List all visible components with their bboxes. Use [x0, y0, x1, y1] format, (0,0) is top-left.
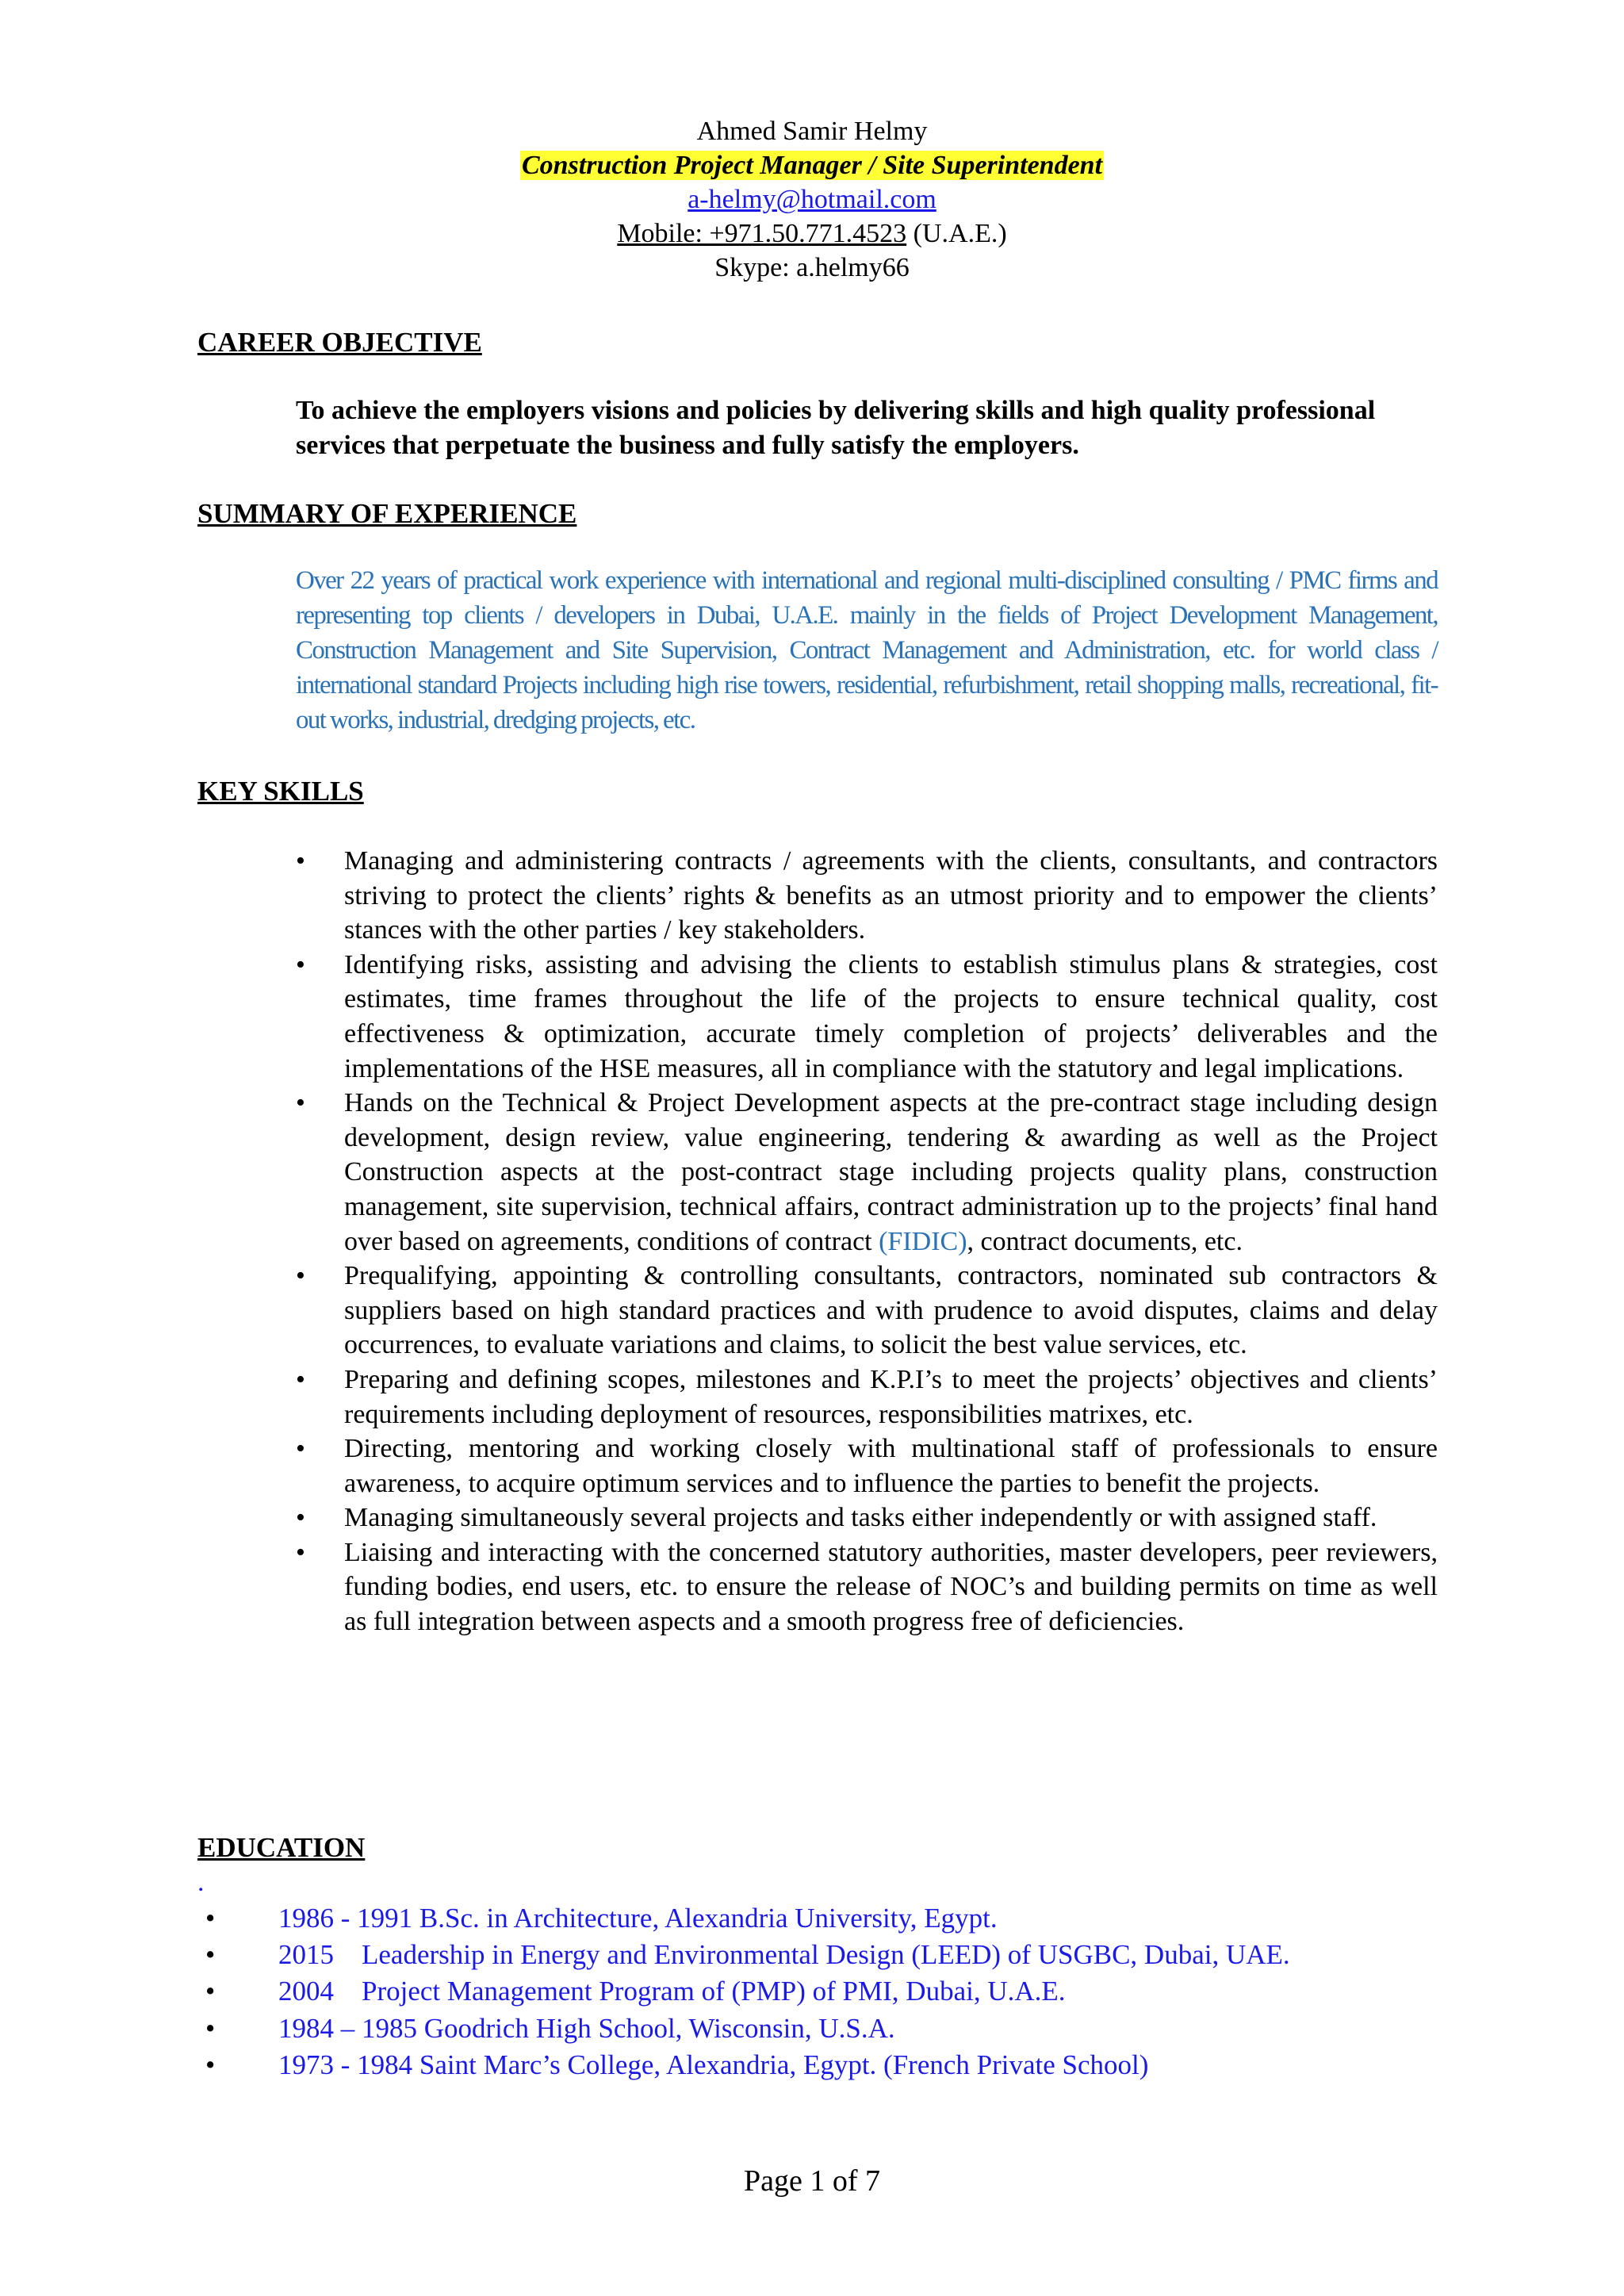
list-item: • 1984 – 1985 Goodrich High School, Wisconsin, U.S.A. — [197, 2010, 1466, 2047]
resume-header — [0, 114, 1624, 285]
bullet-icon: • — [296, 1537, 305, 1567]
education-dot: . — [197, 1868, 205, 1897]
list-item: • 2015 Leadership in Energy and Environmental Design (LEED) of USGBC, Dubai, UAE. — [197, 1937, 1466, 1973]
list-item: • Preparing and defining scopes, milestones and K.P.I’s to meet the projects’ objectives and clients’ requirements including deployment of resources, responsibilities matrixes, etc. — [296, 1363, 1438, 1432]
mobile-country: (U.A.E.) — [906, 219, 1007, 248]
bullet-icon: • — [296, 1261, 305, 1291]
list-item: • Identifying risks, assisting and advising the clients to establish stimulus plans & strategies, cost estimates, time frames throughout the life of the projects to ensure technical quality, cost effectiveness & optimization, accurate timely completion of projects’ deliverables and the implementations of the HSE measures, all in compliance with the statutory and legal implications. — [296, 948, 1438, 1086]
candidate-name: Ahmed Samir Helmy — [696, 117, 928, 146]
section-heading-career-objective: CAREER OBJECTIVE — [197, 327, 482, 358]
bullet-icon: • — [205, 1903, 216, 1934]
skype-id: Skype: a.helmy66 — [714, 253, 910, 282]
bullet-icon: • — [296, 1503, 305, 1533]
list-item: • 2004 Project Management Program of (PMP) of PMI, Dubai, U.A.E. — [197, 1973, 1466, 2010]
bullet-icon: • — [296, 1088, 305, 1118]
bullet-icon: • — [205, 2049, 216, 2080]
list-item: • Directing, mentoring and working closely with multinational staff of professionals to ensure awareness, to acquire optimum services and to influence the parties to benefit the projects. — [296, 1432, 1438, 1501]
bullet-icon: • — [296, 846, 305, 876]
page-number: Page 1 of 7 — [743, 2164, 881, 2198]
mobile-number[interactable]: Mobile: +971.50.771.4523 — [617, 219, 907, 248]
job-title: Construction Project Manager / Site Superintendent — [521, 151, 1103, 180]
section-heading-education: EDUCATION — [197, 1832, 366, 1863]
section-heading-key-skills: KEY SKILLS — [197, 776, 364, 807]
key-skills-list — [296, 844, 1438, 1639]
email-link[interactable]: a-helmy@hotmail.com — [688, 185, 936, 214]
bullet-icon: • — [205, 1976, 216, 2007]
list-item: • Prequalifying, appointing & controlling consultants, contractors, nominated sub contractors & suppliers based on high standard practices and with prudence to avoid disputes, claims and delay occurrences, to evaluate variations and claims, to solicit the best value services, etc. — [296, 1259, 1438, 1363]
bullet-icon: • — [296, 949, 305, 979]
summary-text: Over 22 years of practical work experience with international and regional multi-disciplined consulting / PMC firms and representing top clients / developers in Dubai, U.A.E. mainly in the fields of Project Development Management, Construction Management and Site Supervision, Contract Management and Administration, etc. for world class / international standard Projects including high rise towers, residential, refurbishment, retail shopping malls, recreational, fit-out works, industrial, dredging projects, etc. — [296, 566, 1438, 734]
list-item: • Hands on the Technical & Project Development aspects at the pre-contract stage including design development, design review, value engineering, tendering & awarding as well as the Project Construction aspects at the post-contract stage including projects quality plans, construction management, site supervision, technical affairs, contract administration up to the projects’ final hand over based on agreements, conditions of contract (FIDIC), contract documents, etc. — [296, 1086, 1438, 1259]
list-item: • Managing simultaneously several projects and tasks either independently or with assigned staff. — [296, 1501, 1438, 1535]
bullet-icon: • — [205, 1939, 216, 1971]
list-item: • Managing and administering contracts / agreements with the clients, consultants, and contractors striving to protect the clients’ rights & benefits as an utmost priority and to empower the clients’ stances with the other parties / key stakeholders. — [296, 844, 1438, 948]
objective-text: To achieve the employers visions and policies by delivering skills and high quality professional services that perpetuate the business and fully satisfy the employers. — [296, 396, 1376, 460]
education-list — [197, 1900, 1466, 2083]
list-item: • Liaising and interacting with the concerned statutory authorities, master developers, peer reviewers, funding bodies, end users, etc. to ensure the release of NOC’s and building permits on time as well as full integration between aspects and a smooth progress free of deficiencies. — [296, 1535, 1438, 1639]
bullet-icon: • — [205, 2012, 216, 2044]
list-item: • 1986 - 1991 B.Sc. in Architecture, Alexandria University, Egypt. — [197, 1900, 1466, 1937]
bullet-icon: • — [296, 1364, 305, 1394]
section-heading-summary: SUMMARY OF EXPERIENCE — [197, 498, 577, 529]
list-item: • 1973 - 1984 Saint Marc’s College, Alexandria, Egypt. (French Private School) — [197, 2047, 1466, 2083]
bullet-icon: • — [296, 1434, 305, 1464]
fidic-reference: (FIDIC) — [879, 1226, 967, 1256]
